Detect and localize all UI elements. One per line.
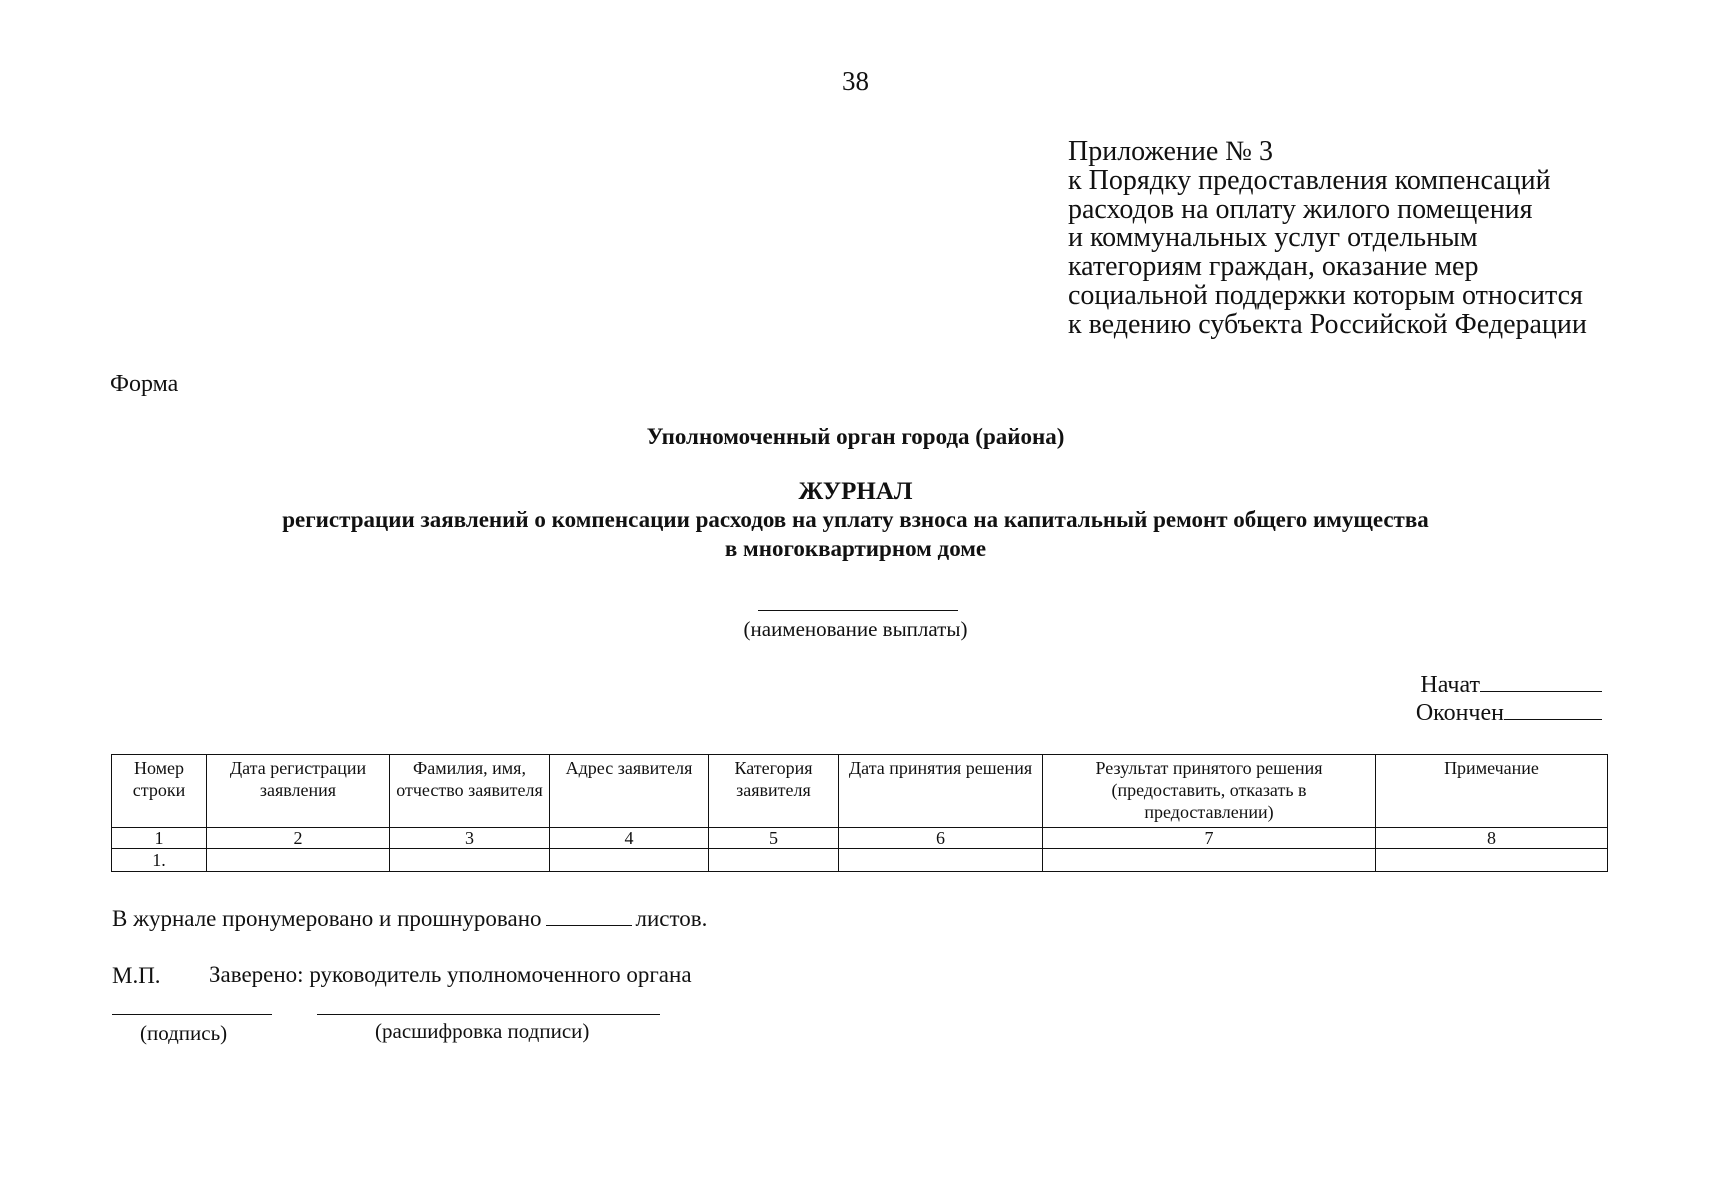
header-cell: Адрес заявителя [550, 755, 709, 828]
column-number-cell: 7 [1043, 828, 1376, 849]
journal-subtitle-line2: в многоквартирном доме [724, 536, 987, 561]
signature-caption: (подпись) [140, 1021, 228, 1045]
table-cell[interactable] [1043, 849, 1376, 872]
header-cell: Категория заявителя [709, 755, 839, 828]
row-number-cell: 1. [112, 849, 207, 872]
appendix-line: расходов на оплату жилого помещения [1068, 193, 1533, 225]
appendix-line: к Порядку предоставления компенсаций [1068, 164, 1551, 196]
registration-table [111, 754, 1608, 872]
journal-title: ЖУРНАЛ [798, 478, 913, 505]
payout-name-caption: (наименование выплаты) [743, 617, 968, 641]
column-number-row [112, 828, 1608, 849]
sheets-count-blank[interactable] [546, 907, 632, 926]
signature-line[interactable] [112, 1014, 272, 1015]
certified-by-label: Заверено: руководитель уполномоченного органа [209, 962, 692, 987]
table-cell[interactable] [207, 849, 390, 872]
column-number-cell: 6 [839, 828, 1043, 849]
column-number-cell: 8 [1376, 828, 1608, 849]
header-cell: Дата принятия решения [839, 755, 1043, 828]
started-field [1420, 671, 1602, 699]
form-label: Форма [110, 371, 179, 397]
appendix-block [1068, 138, 1587, 340]
header-cell: Номер строки [112, 755, 207, 828]
sheets-suffix: листов. [635, 906, 708, 931]
organization-heading: Уполномоченный орган города (района) [646, 424, 1065, 449]
stamp-place-label: М.П. [112, 963, 161, 988]
column-number-cell: 3 [390, 828, 550, 849]
ended-label: Окончен [1415, 700, 1504, 726]
table-cell[interactable] [1376, 849, 1608, 872]
table-cell[interactable] [709, 849, 839, 872]
appendix-line: к ведению субъекта Российской Федерации [1068, 308, 1587, 340]
ended-field [1416, 699, 1602, 727]
table-cell[interactable] [839, 849, 1043, 872]
appendix-line: и коммунальных услуг отдельным [1068, 222, 1478, 254]
sheets-count-line [112, 906, 707, 932]
table-cell[interactable] [390, 849, 550, 872]
payout-name-line[interactable] [758, 610, 958, 611]
table-row [112, 849, 1608, 872]
header-cell: Фамилия, имя, отчество заявителя [390, 755, 550, 828]
column-number-cell: 5 [709, 828, 839, 849]
journal-subtitle-line1: регистрации заявлений о компенсации расходов на уплату взноса на капитальный ремонт общего имущества [282, 507, 1429, 532]
started-blank[interactable] [1480, 671, 1602, 692]
signature-decode-line[interactable] [317, 1014, 660, 1015]
column-number-cell: 1 [112, 828, 207, 849]
sheets-prefix: В журнале пронумеровано и прошнуровано [112, 906, 542, 931]
header-cell: Дата регистрации заявления [207, 755, 390, 828]
started-label: Начат [1420, 672, 1480, 698]
ended-blank[interactable] [1504, 699, 1602, 720]
column-number-cell: 4 [550, 828, 709, 849]
header-cell: Результат принятого решения (предоставить, отказать в предоставлении) [1043, 755, 1376, 828]
table-header-row [112, 755, 1608, 828]
signature-decode-caption: (расшифровка подписи) [375, 1019, 590, 1043]
header-cell: Примечание [1376, 755, 1608, 828]
column-number-cell: 2 [207, 828, 390, 849]
page-number: 38 [842, 66, 869, 96]
appendix-line: Приложение № 3 [1068, 136, 1273, 167]
appendix-line: категориям граждан, оказание мер [1068, 251, 1479, 283]
appendix-line: социальной поддержки которым относится [1068, 279, 1583, 311]
table-cell[interactable] [550, 849, 709, 872]
